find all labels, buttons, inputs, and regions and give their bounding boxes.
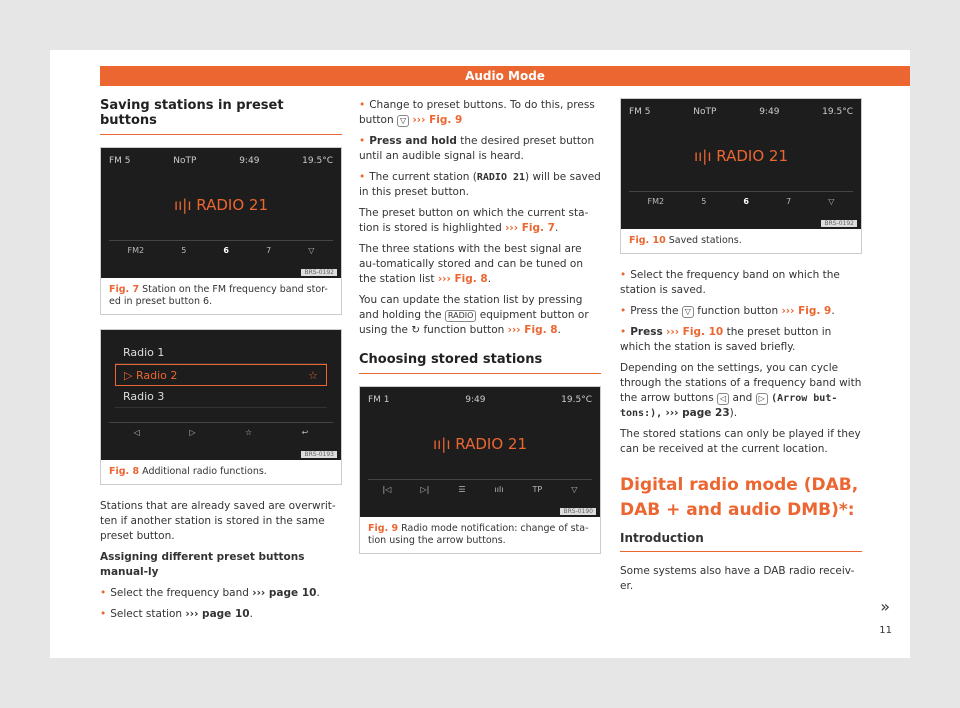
preset-6[interactable]: 6 xyxy=(743,197,749,206)
prev-icon[interactable]: |◁ xyxy=(382,485,392,494)
refresh-icon: ↻ xyxy=(411,324,421,336)
temp-label: 19.5°C xyxy=(561,395,592,405)
list-item-selected[interactable]: ▷ Radio 2 ☆ xyxy=(115,364,327,386)
station-name: ıı|ı RADIO 21 xyxy=(693,147,789,165)
manual-page xyxy=(50,50,910,658)
time-label: 9:49 xyxy=(239,156,260,166)
arrow-right-icon: ▷ xyxy=(756,393,768,405)
preset-7[interactable]: 7 xyxy=(266,246,272,255)
preset-bar xyxy=(629,191,853,211)
chevron-down-icon[interactable]: ▽ xyxy=(571,485,578,494)
radio-list-screen xyxy=(101,330,341,460)
section-title: Saving stations in preset buttons xyxy=(100,98,342,135)
preset-bar xyxy=(109,240,333,260)
function-bar xyxy=(368,479,592,499)
temp-label: 19.5°C xyxy=(302,156,333,166)
station-name: ıı|ı RADIO 21 xyxy=(432,435,528,453)
next-icon[interactable]: ▷| xyxy=(420,485,430,494)
figure-id: BRS-0190 xyxy=(560,508,596,515)
figure-9 xyxy=(359,386,601,554)
subheading: Assigning different preset buttons manual-ly xyxy=(100,551,305,578)
paragraph: You can update the station list by pressing and holding the RADIO equipment button or using the ↻ function button ››› Fig. 8. xyxy=(359,294,589,336)
section-header: Audio Mode xyxy=(100,66,910,86)
figure-7 xyxy=(100,147,342,315)
time-label: 9:49 xyxy=(759,107,780,117)
preset-5[interactable]: 5 xyxy=(181,246,187,255)
prev-icon[interactable]: ◁ xyxy=(133,428,140,437)
chapter-heading: Digital radio mode (DAB, DAB + and audio DMB)*: xyxy=(620,475,859,520)
temp-label: 19.5°C xyxy=(822,107,853,117)
column-1 xyxy=(100,98,342,628)
preset-6[interactable]: 6 xyxy=(223,246,229,255)
list-item[interactable]: Radio 1 xyxy=(115,342,327,364)
column-2 xyxy=(359,98,601,568)
station-list xyxy=(115,342,327,408)
figure-10 xyxy=(620,98,862,254)
star-icon: ☆ xyxy=(308,369,318,382)
tp-label: NoTP xyxy=(693,107,717,117)
figure-8 xyxy=(100,329,342,485)
back-icon[interactable]: ↩ xyxy=(301,428,309,437)
band-label: FM 5 xyxy=(109,156,131,166)
bullet-item: • Press and hold the desired preset button until an audible signal is heard. xyxy=(359,135,595,162)
paragraph: The three stations with the best signal are au-tomatically stored and can be tuned on the station list ››› Fig. 8. xyxy=(359,243,583,285)
figure-id: BRS-0193 xyxy=(301,451,337,458)
figure-id: BRS-0192 xyxy=(821,220,857,227)
chevron-down-icon: ▽ xyxy=(397,115,409,127)
radio-key: RADIO xyxy=(445,310,477,322)
paragraph: The stored stations can only be played if they can be received at the current location. xyxy=(620,428,861,455)
continue-icon: » xyxy=(880,597,890,616)
signal-icon[interactable]: ıılı xyxy=(494,485,504,494)
paragraph: Stations that are already saved are overwrit-ten if another station is stored in the same preset button. xyxy=(100,500,336,542)
page-number: 11 xyxy=(879,625,892,636)
preset-7[interactable]: 7 xyxy=(786,197,792,206)
paragraph: Some systems also have a DAB radio receiv-er. xyxy=(620,565,855,592)
list-item[interactable]: Radio 3 xyxy=(115,386,327,408)
radio-screen xyxy=(360,387,600,517)
figure-caption: Fig. 8 Additional radio functions. xyxy=(109,466,267,477)
section-title: Choosing stored stations xyxy=(359,352,601,374)
paragraph: The preset button on which the current sta-tion is stored is highlighted ››› Fig. 7. xyxy=(359,207,589,234)
section-title: Introduction xyxy=(620,531,862,552)
column-3 xyxy=(620,98,862,600)
list-icon[interactable]: ☰ xyxy=(458,485,466,494)
bullet-item: • Press the ▽ function button ››› Fig. 9. xyxy=(620,305,835,317)
figure-caption: Fig. 10 Saved stations. xyxy=(629,235,742,246)
preset-fm2[interactable]: FM2 xyxy=(647,197,665,206)
chevron-down-icon[interactable]: ▽ xyxy=(828,197,835,206)
paragraph: Depending on the settings, you can cycle through the stations of a frequency band with the arrow buttons ◁ and ▷ (Arrow but-tons:), ››› page 23). xyxy=(620,362,862,419)
figure-caption: Fig. 7 Station on the FM frequency band stor-ed in preset button 6. xyxy=(109,284,328,307)
tp-label: NoTP xyxy=(173,156,197,166)
next-icon[interactable]: ▷ xyxy=(189,428,196,437)
preset-fm2[interactable]: FM2 xyxy=(127,246,145,255)
radio-screen xyxy=(101,148,341,278)
chevron-down-icon: ▽ xyxy=(682,306,694,318)
figure-caption: Fig. 9 Radio mode notification: change of sta-tion using the arrow buttons. xyxy=(368,523,589,546)
arrow-left-icon: ◁ xyxy=(717,393,729,405)
bullet-item: • The current station (RADIO 21) will be saved in this preset button. xyxy=(359,171,601,198)
band-label: FM 5 xyxy=(629,107,651,117)
function-bar xyxy=(109,422,333,442)
figure-id: BRS-0192 xyxy=(301,269,337,276)
tp-button[interactable]: TP xyxy=(532,485,543,494)
bullet-item: • Select the frequency band on which the station is saved. xyxy=(620,269,840,296)
bullet-item: • Press ››› Fig. 10 the preset button in which the station is saved briefly. xyxy=(620,326,832,353)
star-icon[interactable]: ☆ xyxy=(244,428,253,437)
bullet-item: • Select the frequency band ››› page 10. xyxy=(100,587,320,599)
radio-screen xyxy=(621,99,861,229)
chevron-down-icon[interactable]: ▽ xyxy=(308,246,315,255)
station-name: ıı|ı RADIO 21 xyxy=(173,196,269,214)
preset-5[interactable]: 5 xyxy=(701,197,707,206)
bullet-item: • Select station ››› page 10. xyxy=(100,608,253,620)
bullet-item: • Change to preset buttons. To do this, press button ▽ ››› Fig. 9 xyxy=(359,99,595,126)
band-label: FM 1 xyxy=(368,395,390,405)
time-label: 9:49 xyxy=(465,395,486,405)
